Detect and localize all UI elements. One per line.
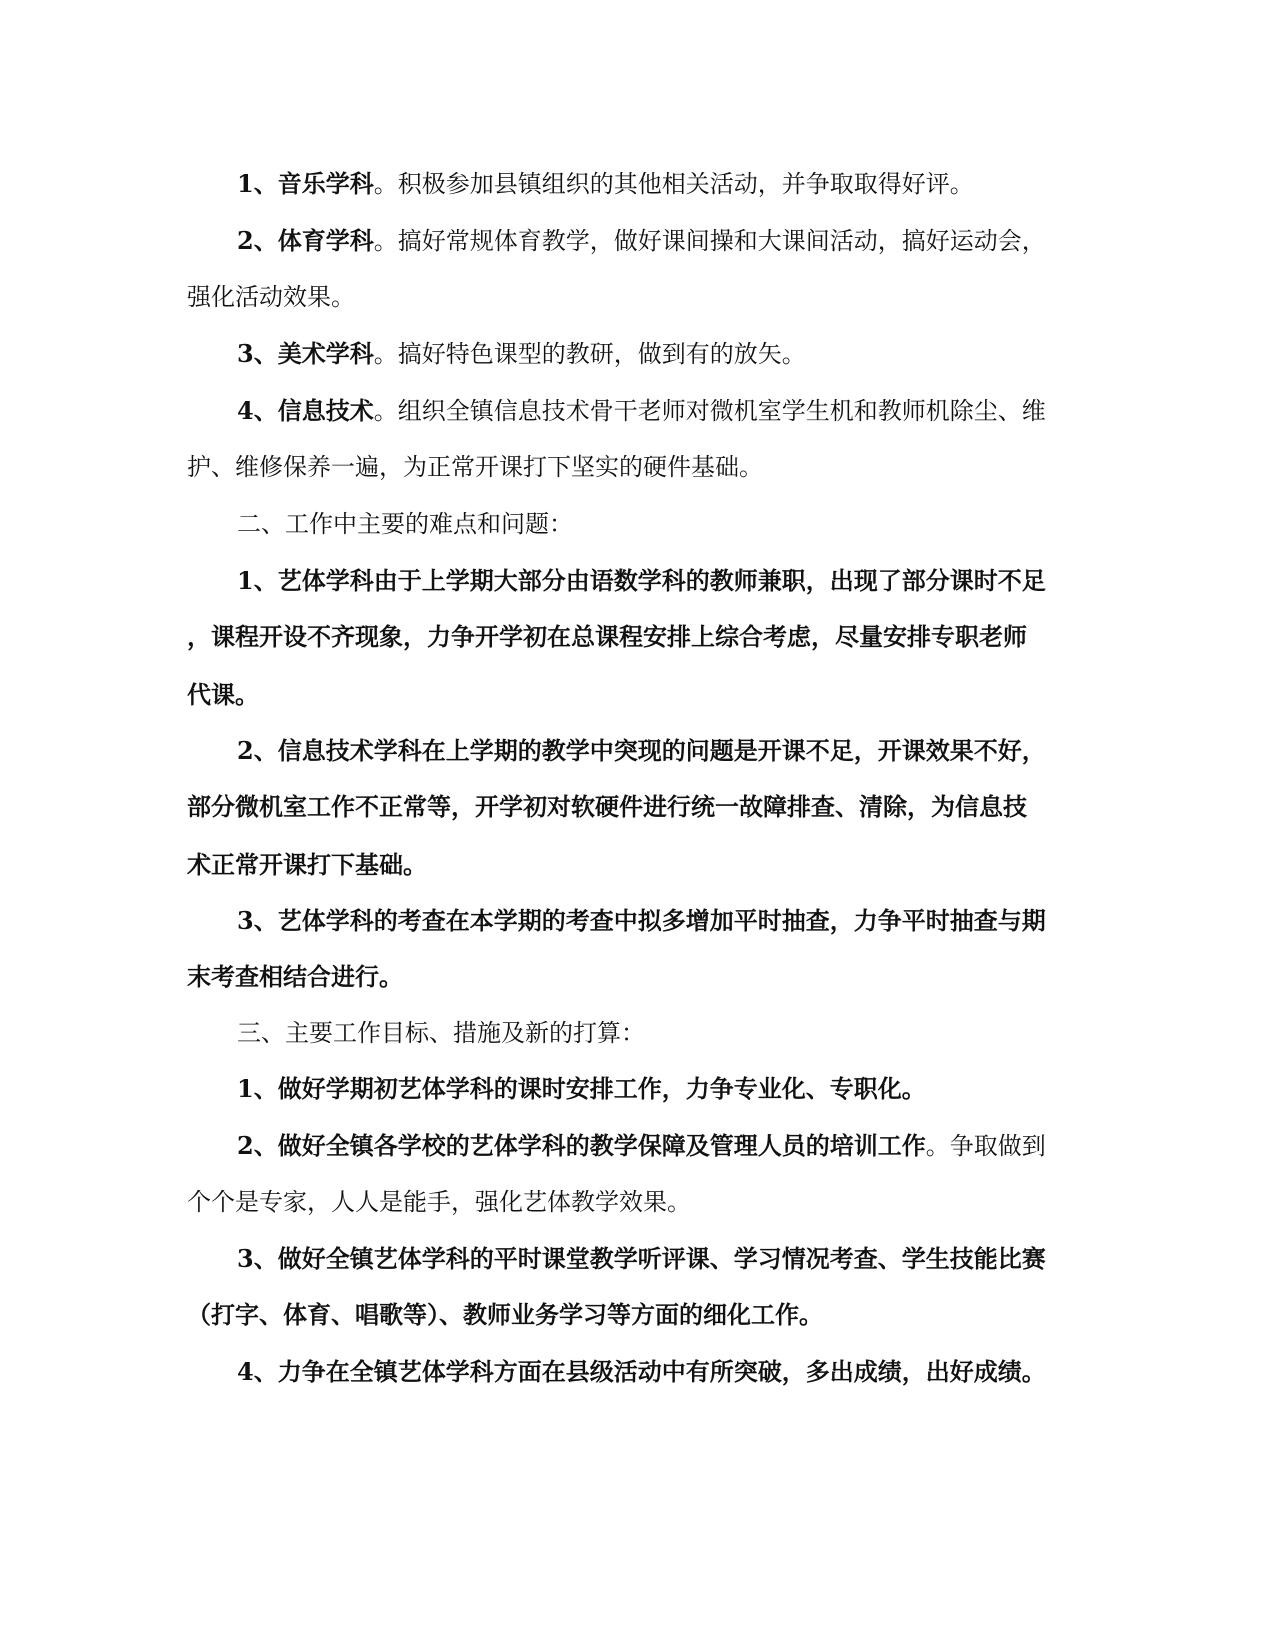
problem-1-line2: ，课程开设不齐现象，力争开学初在总课程安排上综合考虑，尽量安排专职老师 — [187, 622, 1027, 651]
goal-3 — [187, 1230, 1067, 1288]
problem-2-line1: 2、信息技术学科在上学期的教学中突现的问题是开课不足，开课效果不好， — [237, 736, 1046, 765]
goal-4 — [187, 1343, 1067, 1401]
item-title: 音乐学科 — [277, 169, 374, 198]
paragraph-pe-cont — [187, 268, 1067, 326]
goal-2-cont — [187, 1173, 1067, 1231]
goal-4-text: 4、力争在全镇艺体学科方面在县级活动中有所突破，多出成绩，出好成绩。 — [237, 1357, 1046, 1386]
goal-2-line2: 个个是专家，人人是能手，强化艺体教学效果。 — [187, 1188, 691, 1216]
problem-1-cont — [187, 608, 1067, 724]
section-heading-2 — [187, 495, 1067, 553]
item-title: 美术学科 — [277, 339, 374, 368]
goal-1 — [187, 1060, 1067, 1118]
item-number: 2、 — [237, 226, 278, 255]
section-heading-3 — [187, 1004, 1067, 1062]
item-text: 。搞好特色课型的教研，做到有的放矢。 — [373, 340, 806, 368]
item-number: 4、 — [237, 396, 278, 425]
paragraph-pe — [187, 212, 1067, 270]
goal-3-cont — [187, 1286, 1067, 1344]
problem-1 — [187, 552, 1067, 610]
problem-2-line3: 术正常开课打下基础。 — [187, 850, 427, 879]
problem-2 — [187, 722, 1067, 780]
goal-1-text: 1、做好学期初艺体学科的课时安排工作，力争专业化、专职化。 — [237, 1074, 926, 1103]
problem-2-line2: 部分微机室工作不正常等，开学初对软硬件进行统一故障排查、清除，为信息技 — [187, 792, 1027, 821]
item-text: 。搞好常规体育教学，做好课间操和大课间活动，搞好运动会， — [373, 227, 1046, 255]
item-number: 3、 — [237, 339, 278, 368]
item-text-cont: 护、维修保养一遍，为正常开课打下坚实的硬件基础。 — [187, 453, 763, 481]
item-text: 。积极参加县镇组织的其他相关活动，并争取取得好评。 — [373, 170, 974, 198]
item-title: 体育学科 — [277, 226, 374, 255]
problem-3-line1: 3、艺体学科的考查在本学期的考查中拟多增加平时抽查，力争平时抽查与期 — [237, 906, 1046, 935]
goal-2-rest: 。争取做到 — [925, 1132, 1046, 1160]
item-number: 1、 — [237, 169, 278, 198]
paragraph-art — [187, 325, 1067, 383]
section-heading-text: 三、主要工作目标、措施及新的打算： — [237, 1019, 645, 1047]
problem-1-line3: 代课。 — [187, 680, 259, 709]
goal-3-line2: （打字、体育、唱歌等）、教师业务学习等方面的细化工作。 — [187, 1300, 823, 1329]
problem-3 — [187, 892, 1067, 950]
goal-3-line1: 3、做好全镇艺体学科的平时课堂教学听评课、学习情况考查、学生技能比赛 — [237, 1244, 1046, 1273]
item-text: 。组织全镇信息技术骨干老师对微机室学生机和教师机除尘、维 — [373, 397, 1046, 425]
goal-2-bold: 2、做好全镇各学校的艺体学科的教学保障及管理人员的培训工作 — [237, 1131, 926, 1160]
item-title: 信息技术 — [277, 396, 374, 425]
problem-1-line1: 1、艺体学科由于上学期大部分由语数学科的教师兼职，出现了部分课时不足 — [237, 566, 1046, 595]
goal-2 — [187, 1117, 1067, 1175]
problem-3-cont — [187, 948, 1067, 1006]
paragraph-it-cont — [187, 438, 1067, 496]
problem-2-cont — [187, 778, 1067, 894]
section-heading-text: 二、工作中主要的难点和问题： — [237, 510, 573, 538]
paragraph-it — [187, 382, 1067, 440]
problem-3-line2: 末考查相结合进行。 — [187, 962, 403, 991]
item-text-cont: 强化活动效果。 — [187, 283, 355, 311]
paragraph-music — [187, 155, 1067, 213]
